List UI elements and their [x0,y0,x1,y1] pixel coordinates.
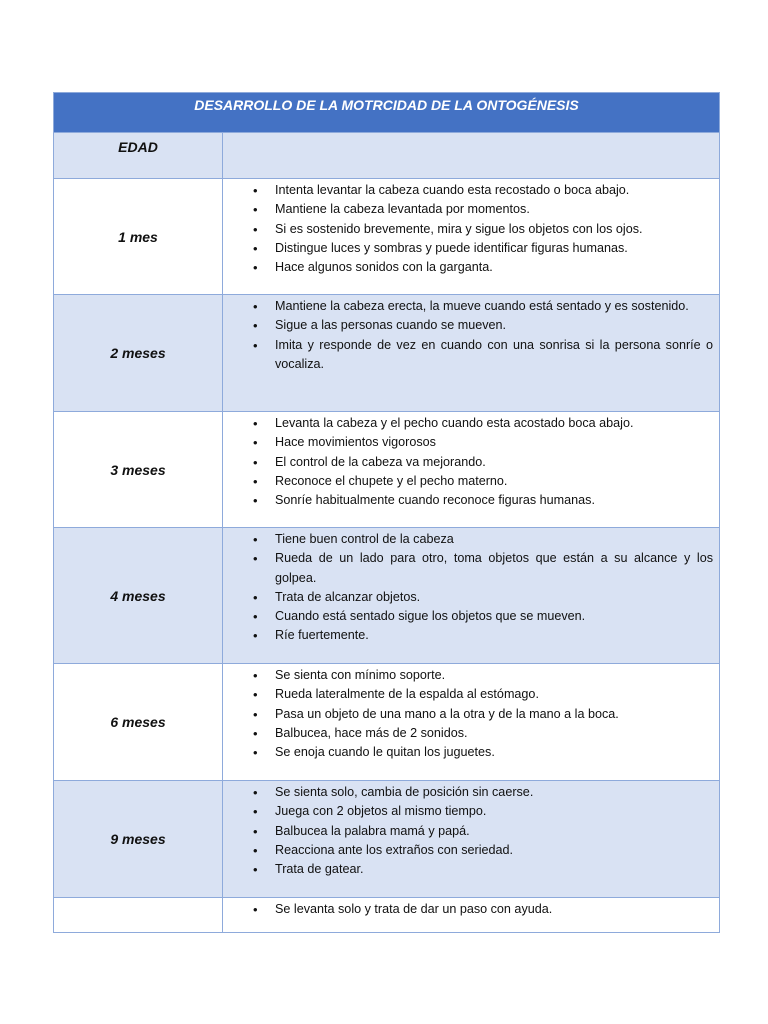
milestones-cell [223,781,719,897]
milestone-list [223,297,713,374]
age-cell: 1 mes [54,179,223,294]
milestones-cell [223,179,719,294]
list-item: • Rueda lateralmente de la espalda al estómago. [223,685,713,704]
milestone-list [223,414,713,510]
development-table [53,92,720,933]
table-row [54,664,719,781]
table-row [54,179,719,295]
list-item: • Hace algunos sonidos con la garganta. [223,258,713,277]
list-item: • Cuando está sentado sigue los objetos que se mueven. [223,607,713,626]
milestones-cell [223,412,719,527]
milestone-list [223,783,713,879]
list-item: • Si es sostenido brevemente, mira y sigue los objetos con los ojos. [223,220,713,239]
list-item: • Se enoja cuando le quitan los juguetes. [223,743,713,762]
list-item: • Trata de alcanzar objetos. [223,588,713,607]
list-item: • Reacciona ante los extraños con seriedad. [223,841,713,860]
list-item: • Intenta levantar la cabeza cuando esta recostado o boca abajo. [223,181,713,200]
age-column-header: EDAD [54,133,223,178]
milestone-list [223,530,713,646]
list-item: • Levanta la cabeza y el pecho cuando esta acostado boca abajo. [223,414,713,433]
list-item: • Mantiene la cabeza erecta, la mueve cuando está sentado y es sostenido. [223,297,713,316]
list-item: • Mantiene la cabeza levantada por momentos. [223,200,713,219]
list-item: • Se sienta con mínimo soporte. [223,666,713,685]
list-item: • Pasa un objeto de una mano a la otra y de la mano a la boca. [223,705,713,724]
list-item: • Se levanta solo y trata de dar un paso con ayuda. [223,900,713,919]
list-item: • El control de la cabeza va mejorando. [223,453,713,472]
age-cell [54,898,223,932]
milestone-list [223,181,713,277]
table-header-row [54,133,719,179]
age-cell: 2 meses [54,295,223,411]
list-item: • Trata de gatear. [223,860,713,879]
list-item: • Tiene buen control de la cabeza [223,530,713,549]
list-item: • Juega con 2 objetos al mismo tiempo. [223,802,713,821]
list-item: • Sonríe habitualmente cuando reconoce figuras humanas. [223,491,713,510]
age-cell: 9 meses [54,781,223,897]
milestone-list [223,900,713,919]
table-row [54,898,719,932]
table-row [54,412,719,528]
age-cell: 6 meses [54,664,223,780]
list-item: • Imita y responde de vez en cuando con una sonrisa si la persona sonríe o vocaliza. [223,336,713,375]
list-item: • Hace movimientos vigorosos [223,433,713,452]
list-item: • Ríe fuertemente. [223,626,713,645]
list-item: • Reconoce el chupete y el pecho materno. [223,472,713,491]
table-row [54,528,719,664]
list-item: • Rueda de un lado para otro, toma objetos que están a su alcance y los golpea. [223,549,713,588]
list-item: • Se sienta solo, cambia de posición sin caerse. [223,783,713,802]
table-row [54,295,719,412]
table-title: DESARROLLO DE LA MOTRCIDAD DE LA ONTOGÉNESIS [54,93,719,133]
list-item: • Distingue luces y sombras y puede identificar figuras humanas. [223,239,713,258]
table-row [54,781,719,898]
milestones-cell [223,898,719,932]
list-item: • Sigue a las personas cuando se mueven. [223,316,713,335]
age-cell: 4 meses [54,528,223,663]
milestone-list [223,666,713,762]
age-cell: 3 meses [54,412,223,527]
milestones-cell [223,664,719,780]
description-column-header [223,133,719,178]
list-item: • Balbucea la palabra mamá y papá. [223,822,713,841]
milestones-cell [223,295,719,411]
list-item: • Balbucea, hace más de 2 sonidos. [223,724,713,743]
milestones-cell [223,528,719,663]
